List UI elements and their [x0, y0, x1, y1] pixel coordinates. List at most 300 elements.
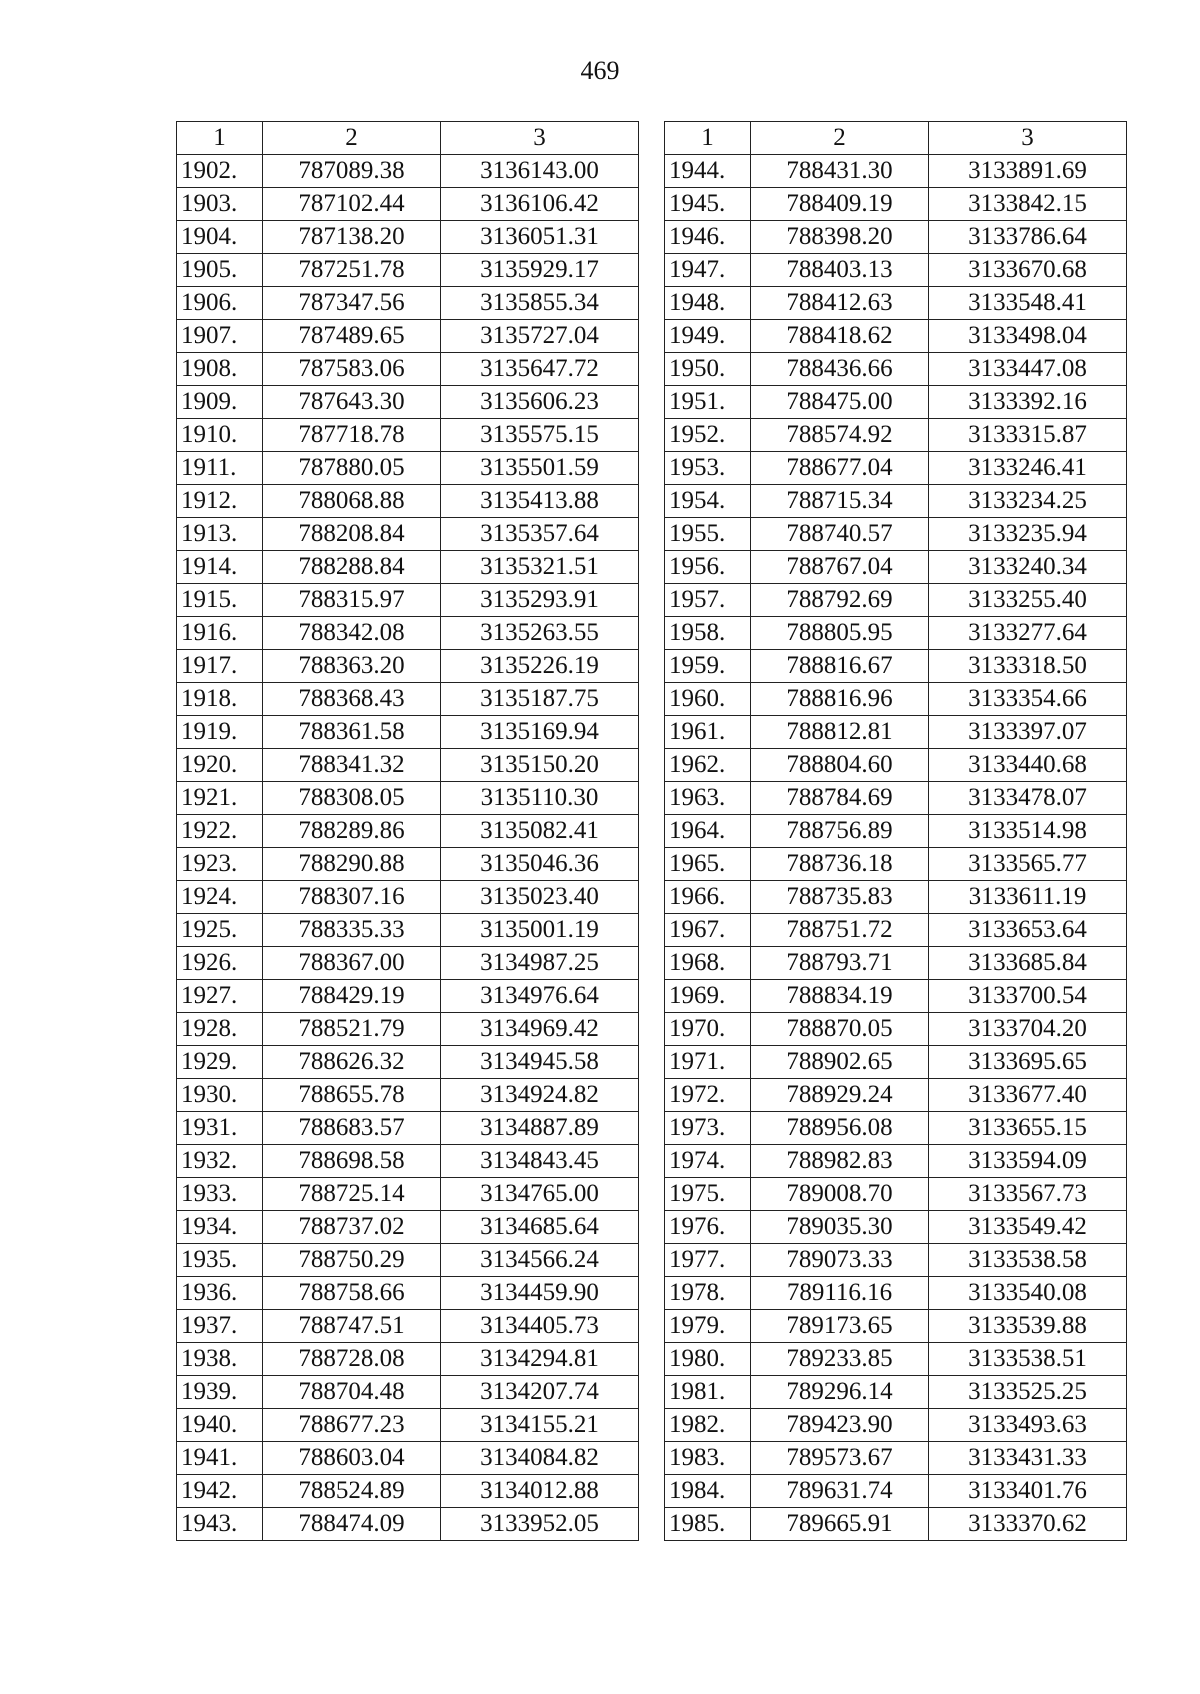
- coordinate-y-cell: 3133704.20: [929, 1013, 1127, 1046]
- point-number-cell: 1935.: [177, 1244, 263, 1277]
- coordinate-x-cell: 788626.32: [263, 1046, 441, 1079]
- table-row: [177, 1442, 639, 1475]
- point-number-cell: 1956.: [665, 551, 751, 584]
- table-row: [665, 320, 1127, 353]
- point-number-cell: 1943.: [177, 1508, 263, 1541]
- coordinate-x-cell: 788677.04: [751, 452, 929, 485]
- table-row: [665, 1310, 1127, 1343]
- point-number-cell: 1983.: [665, 1442, 751, 1475]
- coordinate-y-cell: 3133234.25: [929, 485, 1127, 518]
- coordinate-y-cell: 3134207.74: [441, 1376, 639, 1409]
- table-row: [177, 1079, 639, 1112]
- table-row: [665, 716, 1127, 749]
- coordinate-y-cell: 3135110.30: [441, 782, 639, 815]
- point-number-cell: 1908.: [177, 353, 263, 386]
- coordinate-y-cell: 3133354.66: [929, 683, 1127, 716]
- table-row: [665, 617, 1127, 650]
- coordinate-x-cell: 788521.79: [263, 1013, 441, 1046]
- coordinate-x-cell: 788431.30: [751, 155, 929, 188]
- coordinate-y-cell: 3133246.41: [929, 452, 1127, 485]
- coordinate-y-cell: 3133277.64: [929, 617, 1127, 650]
- point-number-cell: 1975.: [665, 1178, 751, 1211]
- point-number-cell: 1921.: [177, 782, 263, 815]
- table-row: [665, 1508, 1127, 1541]
- coordinate-x-cell: 788574.92: [751, 419, 929, 452]
- point-number-cell: 1974.: [665, 1145, 751, 1178]
- table-row: [665, 254, 1127, 287]
- table-row: [665, 1376, 1127, 1409]
- coordinate-x-cell: 788677.23: [263, 1409, 441, 1442]
- table-row: [177, 353, 639, 386]
- table-row: [177, 1409, 639, 1442]
- coordinate-y-cell: 3136106.42: [441, 188, 639, 221]
- table-row: [665, 1112, 1127, 1145]
- coordinate-x-cell: 788767.04: [751, 551, 929, 584]
- point-number-cell: 1953.: [665, 452, 751, 485]
- coordinate-y-cell: 3134887.89: [441, 1112, 639, 1145]
- point-number-cell: 1902.: [177, 155, 263, 188]
- table-row: [177, 749, 639, 782]
- table-row: [665, 386, 1127, 419]
- point-number-cell: 1944.: [665, 155, 751, 188]
- coordinate-y-cell: 3133315.87: [929, 419, 1127, 452]
- point-number-cell: 1907.: [177, 320, 263, 353]
- point-number-cell: 1939.: [177, 1376, 263, 1409]
- coordinate-x-cell: 788704.48: [263, 1376, 441, 1409]
- coordinate-y-cell: 3135413.88: [441, 485, 639, 518]
- coordinate-x-cell: 788956.08: [751, 1112, 929, 1145]
- coordinate-y-cell: 3133525.25: [929, 1376, 1127, 1409]
- coordinate-x-cell: 788804.60: [751, 749, 929, 782]
- table-row: [177, 1310, 639, 1343]
- coordinate-y-cell: 3133677.40: [929, 1079, 1127, 1112]
- coordinate-y-cell: 3134084.82: [441, 1442, 639, 1475]
- table-row: [665, 419, 1127, 452]
- coordinate-x-cell: 789073.33: [751, 1244, 929, 1277]
- table-row: [177, 1508, 639, 1541]
- point-number-cell: 1965.: [665, 848, 751, 881]
- table-row: [665, 815, 1127, 848]
- table-row: [177, 1046, 639, 1079]
- point-number-cell: 1947.: [665, 254, 751, 287]
- coordinate-y-cell: 3133549.42: [929, 1211, 1127, 1244]
- coordinates-table-left: [176, 121, 639, 1541]
- coordinate-x-cell: 788737.02: [263, 1211, 441, 1244]
- coordinate-y-cell: 3135293.91: [441, 584, 639, 617]
- coordinate-x-cell: 788747.51: [263, 1310, 441, 1343]
- table-row: [177, 815, 639, 848]
- table-row: [665, 980, 1127, 1013]
- point-number-cell: 1916.: [177, 617, 263, 650]
- table-row: [665, 650, 1127, 683]
- coordinate-y-cell: 3134566.24: [441, 1244, 639, 1277]
- coordinate-x-cell: 788929.24: [751, 1079, 929, 1112]
- table-row: [665, 1409, 1127, 1442]
- coordinate-x-cell: 788982.83: [751, 1145, 929, 1178]
- coordinate-x-cell: 787643.30: [263, 386, 441, 419]
- point-number-cell: 1906.: [177, 287, 263, 320]
- coordinate-y-cell: 3133655.15: [929, 1112, 1127, 1145]
- coordinate-x-cell: 787138.20: [263, 221, 441, 254]
- coordinate-x-cell: 788735.83: [751, 881, 929, 914]
- coordinates-table-right: [664, 121, 1127, 1541]
- point-number-cell: 1962.: [665, 749, 751, 782]
- coordinate-x-cell: 788683.57: [263, 1112, 441, 1145]
- coordinate-x-cell: 788902.65: [751, 1046, 929, 1079]
- coordinate-y-cell: 3133548.41: [929, 287, 1127, 320]
- point-number-cell: 1963.: [665, 782, 751, 815]
- coordinate-y-cell: 3133514.98: [929, 815, 1127, 848]
- point-number-cell: 1934.: [177, 1211, 263, 1244]
- coordinate-y-cell: 3133540.08: [929, 1277, 1127, 1310]
- coordinate-y-cell: 3133565.77: [929, 848, 1127, 881]
- table-row: [665, 1244, 1127, 1277]
- point-number-cell: 1917.: [177, 650, 263, 683]
- point-number-cell: 1973.: [665, 1112, 751, 1145]
- table-row: [665, 1442, 1127, 1475]
- table-row: [665, 782, 1127, 815]
- point-number-cell: 1933.: [177, 1178, 263, 1211]
- point-number-cell: 1945.: [665, 188, 751, 221]
- coordinate-y-cell: 3135046.36: [441, 848, 639, 881]
- point-number-cell: 1960.: [665, 683, 751, 716]
- table-row: [177, 551, 639, 584]
- point-number-cell: 1936.: [177, 1277, 263, 1310]
- point-number-cell: 1913.: [177, 518, 263, 551]
- point-number-cell: 1923.: [177, 848, 263, 881]
- coordinate-x-cell: 788784.69: [751, 782, 929, 815]
- coordinate-y-cell: 3135357.64: [441, 518, 639, 551]
- table-row: [665, 848, 1127, 881]
- coordinate-x-cell: 787880.05: [263, 452, 441, 485]
- coordinate-y-cell: 3135226.19: [441, 650, 639, 683]
- coordinate-x-cell: 788756.89: [751, 815, 929, 848]
- point-number-cell: 1940.: [177, 1409, 263, 1442]
- table-row: [177, 1178, 639, 1211]
- coordinate-y-cell: 3135169.94: [441, 716, 639, 749]
- point-number-cell: 1915.: [177, 584, 263, 617]
- coordinate-y-cell: 3134685.64: [441, 1211, 639, 1244]
- table-row: [177, 386, 639, 419]
- coordinate-x-cell: 788475.00: [751, 386, 929, 419]
- coordinate-y-cell: 3135082.41: [441, 815, 639, 848]
- table-row: [665, 1079, 1127, 1112]
- table-row: [177, 1013, 639, 1046]
- table-header-row: [177, 122, 639, 155]
- coordinate-x-cell: 788603.04: [263, 1442, 441, 1475]
- coordinate-y-cell: 3135321.51: [441, 551, 639, 584]
- coordinate-x-cell: 787251.78: [263, 254, 441, 287]
- table-row: [665, 353, 1127, 386]
- table-row: [177, 1145, 639, 1178]
- table-row: [665, 551, 1127, 584]
- table-row: [177, 419, 639, 452]
- table-row: [665, 1277, 1127, 1310]
- coordinate-x-cell: 788715.34: [751, 485, 929, 518]
- point-number-cell: 1957.: [665, 584, 751, 617]
- coordinate-x-cell: 788289.86: [263, 815, 441, 848]
- coordinate-y-cell: 3133653.64: [929, 914, 1127, 947]
- table-row: [177, 155, 639, 188]
- point-number-cell: 1922.: [177, 815, 263, 848]
- coordinate-y-cell: 3133447.08: [929, 353, 1127, 386]
- point-number-cell: 1924.: [177, 881, 263, 914]
- coordinate-y-cell: 3133431.33: [929, 1442, 1127, 1475]
- coordinate-x-cell: 788308.05: [263, 782, 441, 815]
- coordinate-x-cell: 787489.65: [263, 320, 441, 353]
- coordinate-y-cell: 3133478.07: [929, 782, 1127, 815]
- column-header-3: 3: [929, 122, 1127, 155]
- coordinate-x-cell: 788368.43: [263, 683, 441, 716]
- column-header-2: 2: [263, 122, 441, 155]
- point-number-cell: 1937.: [177, 1310, 263, 1343]
- coordinate-x-cell: 788208.84: [263, 518, 441, 551]
- point-number-cell: 1938.: [177, 1343, 263, 1376]
- point-number-cell: 1985.: [665, 1508, 751, 1541]
- coordinate-y-cell: 3133786.64: [929, 221, 1127, 254]
- table-row: [177, 947, 639, 980]
- point-number-cell: 1932.: [177, 1145, 263, 1178]
- coordinate-y-cell: 3135263.55: [441, 617, 639, 650]
- coordinate-x-cell: 788728.08: [263, 1343, 441, 1376]
- coordinate-y-cell: 3135023.40: [441, 881, 639, 914]
- coordinate-y-cell: 3133235.94: [929, 518, 1127, 551]
- coordinate-x-cell: 788792.69: [751, 584, 929, 617]
- table-row: [177, 320, 639, 353]
- coordinate-y-cell: 3133670.68: [929, 254, 1127, 287]
- point-number-cell: 1927.: [177, 980, 263, 1013]
- coordinate-x-cell: 788361.58: [263, 716, 441, 749]
- table-row: [665, 155, 1127, 188]
- table-row: [177, 221, 639, 254]
- point-number-cell: 1925.: [177, 914, 263, 947]
- coordinate-x-cell: 788750.29: [263, 1244, 441, 1277]
- coordinate-x-cell: 789296.14: [751, 1376, 929, 1409]
- point-number-cell: 1911.: [177, 452, 263, 485]
- point-number-cell: 1969.: [665, 980, 751, 1013]
- coordinate-y-cell: 3133498.04: [929, 320, 1127, 353]
- coordinate-x-cell: 788363.20: [263, 650, 441, 683]
- point-number-cell: 1978.: [665, 1277, 751, 1310]
- point-number-cell: 1948.: [665, 287, 751, 320]
- point-number-cell: 1971.: [665, 1046, 751, 1079]
- coordinate-y-cell: 3133401.76: [929, 1475, 1127, 1508]
- table-row: [665, 518, 1127, 551]
- coordinate-y-cell: 3136143.00: [441, 155, 639, 188]
- point-number-cell: 1981.: [665, 1376, 751, 1409]
- table-row: [665, 947, 1127, 980]
- coordinate-y-cell: 3133567.73: [929, 1178, 1127, 1211]
- point-number-cell: 1951.: [665, 386, 751, 419]
- coordinate-y-cell: 3134987.25: [441, 947, 639, 980]
- point-number-cell: 1930.: [177, 1079, 263, 1112]
- coordinate-x-cell: 788816.67: [751, 650, 929, 683]
- point-number-cell: 1949.: [665, 320, 751, 353]
- table-row: [177, 782, 639, 815]
- coordinate-y-cell: 3135575.15: [441, 419, 639, 452]
- coordinate-y-cell: 3133538.58: [929, 1244, 1127, 1277]
- table-row: [665, 287, 1127, 320]
- table-row: [665, 452, 1127, 485]
- coordinate-x-cell: 787718.78: [263, 419, 441, 452]
- coordinate-x-cell: 788524.89: [263, 1475, 441, 1508]
- column-header-2: 2: [751, 122, 929, 155]
- table-row: [665, 485, 1127, 518]
- coordinate-x-cell: 787347.56: [263, 287, 441, 320]
- coordinate-x-cell: 788751.72: [751, 914, 929, 947]
- point-number-cell: 1909.: [177, 386, 263, 419]
- table-row: [177, 485, 639, 518]
- coordinate-y-cell: 3133318.50: [929, 650, 1127, 683]
- table-row: [177, 1244, 639, 1277]
- coordinate-y-cell: 3134843.45: [441, 1145, 639, 1178]
- coordinate-x-cell: 788398.20: [751, 221, 929, 254]
- point-number-cell: 1905.: [177, 254, 263, 287]
- coordinate-x-cell: 788740.57: [751, 518, 929, 551]
- point-number-cell: 1914.: [177, 551, 263, 584]
- coordinate-x-cell: 789631.74: [751, 1475, 929, 1508]
- table-header-row: [665, 122, 1127, 155]
- point-number-cell: 1950.: [665, 353, 751, 386]
- point-number-cell: 1926.: [177, 947, 263, 980]
- coordinate-y-cell: 3135929.17: [441, 254, 639, 287]
- coordinate-y-cell: 3133594.09: [929, 1145, 1127, 1178]
- coordinate-x-cell: 787089.38: [263, 155, 441, 188]
- coordinate-x-cell: 788341.32: [263, 749, 441, 782]
- table-row: [665, 1475, 1127, 1508]
- coordinate-y-cell: 3133952.05: [441, 1508, 639, 1541]
- coordinate-y-cell: 3134155.21: [441, 1409, 639, 1442]
- table-row: [177, 914, 639, 947]
- point-number-cell: 1979.: [665, 1310, 751, 1343]
- table-row: [177, 1475, 639, 1508]
- point-number-cell: 1941.: [177, 1442, 263, 1475]
- point-number-cell: 1984.: [665, 1475, 751, 1508]
- coordinate-x-cell: 788870.05: [751, 1013, 929, 1046]
- coordinate-x-cell: 788288.84: [263, 551, 441, 584]
- coordinate-x-cell: 788655.78: [263, 1079, 441, 1112]
- table-row: [665, 683, 1127, 716]
- coordinate-x-cell: 788412.63: [751, 287, 929, 320]
- table-row: [665, 1145, 1127, 1178]
- point-number-cell: 1928.: [177, 1013, 263, 1046]
- coordinate-y-cell: 3135150.20: [441, 749, 639, 782]
- point-number-cell: 1910.: [177, 419, 263, 452]
- point-number-cell: 1955.: [665, 518, 751, 551]
- coordinate-y-cell: 3134976.64: [441, 980, 639, 1013]
- coordinate-y-cell: 3134945.58: [441, 1046, 639, 1079]
- table-row: [665, 1013, 1127, 1046]
- coordinate-x-cell: 788068.88: [263, 485, 441, 518]
- point-number-cell: 1904.: [177, 221, 263, 254]
- table-row: [177, 1277, 639, 1310]
- table-row: [665, 584, 1127, 617]
- coordinate-x-cell: 787583.06: [263, 353, 441, 386]
- table-row: [665, 1046, 1127, 1079]
- point-number-cell: 1976.: [665, 1211, 751, 1244]
- coordinate-y-cell: 3135855.34: [441, 287, 639, 320]
- coordinate-x-cell: 788367.00: [263, 947, 441, 980]
- point-number-cell: 1964.: [665, 815, 751, 848]
- coordinate-y-cell: 3133695.65: [929, 1046, 1127, 1079]
- coordinate-x-cell: 788736.18: [751, 848, 929, 881]
- point-number-cell: 1918.: [177, 683, 263, 716]
- table-row: [177, 584, 639, 617]
- point-number-cell: 1954.: [665, 485, 751, 518]
- table-row: [665, 881, 1127, 914]
- coordinate-x-cell: 789665.91: [751, 1508, 929, 1541]
- point-number-cell: 1959.: [665, 650, 751, 683]
- point-number-cell: 1972.: [665, 1079, 751, 1112]
- table-row: [665, 221, 1127, 254]
- coordinate-x-cell: 788834.19: [751, 980, 929, 1013]
- coordinate-x-cell: 789573.67: [751, 1442, 929, 1475]
- coordinate-y-cell: 3133685.84: [929, 947, 1127, 980]
- table-row: [177, 1376, 639, 1409]
- table-row: [665, 1343, 1127, 1376]
- coordinate-x-cell: 788698.58: [263, 1145, 441, 1178]
- point-number-cell: 1982.: [665, 1409, 751, 1442]
- table-row: [177, 716, 639, 749]
- coordinate-y-cell: 3133538.51: [929, 1343, 1127, 1376]
- coordinate-y-cell: 3134405.73: [441, 1310, 639, 1343]
- table-row: [177, 1343, 639, 1376]
- coordinate-x-cell: 788436.66: [751, 353, 929, 386]
- point-number-cell: 1919.: [177, 716, 263, 749]
- coordinate-y-cell: 3134459.90: [441, 1277, 639, 1310]
- coordinate-x-cell: 787102.44: [263, 188, 441, 221]
- coordinate-y-cell: 3134969.42: [441, 1013, 639, 1046]
- coordinate-y-cell: 3133493.63: [929, 1409, 1127, 1442]
- point-number-cell: 1942.: [177, 1475, 263, 1508]
- table-row: [177, 617, 639, 650]
- point-number-cell: 1903.: [177, 188, 263, 221]
- coordinate-y-cell: 3133842.15: [929, 188, 1127, 221]
- coordinate-x-cell: 788403.13: [751, 254, 929, 287]
- coordinate-y-cell: 3134924.82: [441, 1079, 639, 1112]
- coordinate-x-cell: 788335.33: [263, 914, 441, 947]
- point-number-cell: 1961.: [665, 716, 751, 749]
- table-row: [177, 188, 639, 221]
- coordinate-y-cell: 3135606.23: [441, 386, 639, 419]
- coordinate-x-cell: 788315.97: [263, 584, 441, 617]
- coordinate-x-cell: 788290.88: [263, 848, 441, 881]
- coordinate-x-cell: 789423.90: [751, 1409, 929, 1442]
- point-number-cell: 1966.: [665, 881, 751, 914]
- coordinate-y-cell: 3136051.31: [441, 221, 639, 254]
- table-row: [177, 980, 639, 1013]
- coordinate-y-cell: 3133397.07: [929, 716, 1127, 749]
- coordinate-y-cell: 3134765.00: [441, 1178, 639, 1211]
- coordinate-x-cell: 789233.85: [751, 1343, 929, 1376]
- page-number: 469: [580, 56, 620, 85]
- coordinate-y-cell: 3133700.54: [929, 980, 1127, 1013]
- coordinate-x-cell: 788474.09: [263, 1508, 441, 1541]
- coordinate-y-cell: 3133611.19: [929, 881, 1127, 914]
- table-row: [177, 518, 639, 551]
- coordinate-y-cell: 3133891.69: [929, 155, 1127, 188]
- table-row: [665, 188, 1127, 221]
- coordinate-x-cell: 789035.30: [751, 1211, 929, 1244]
- point-number-cell: 1967.: [665, 914, 751, 947]
- coordinate-x-cell: 789116.16: [751, 1277, 929, 1310]
- point-number-cell: 1931.: [177, 1112, 263, 1145]
- point-number-cell: 1912.: [177, 485, 263, 518]
- coordinate-y-cell: 3135647.72: [441, 353, 639, 386]
- table-row: [665, 749, 1127, 782]
- coordinate-x-cell: 789008.70: [751, 1178, 929, 1211]
- coordinate-y-cell: 3134012.88: [441, 1475, 639, 1508]
